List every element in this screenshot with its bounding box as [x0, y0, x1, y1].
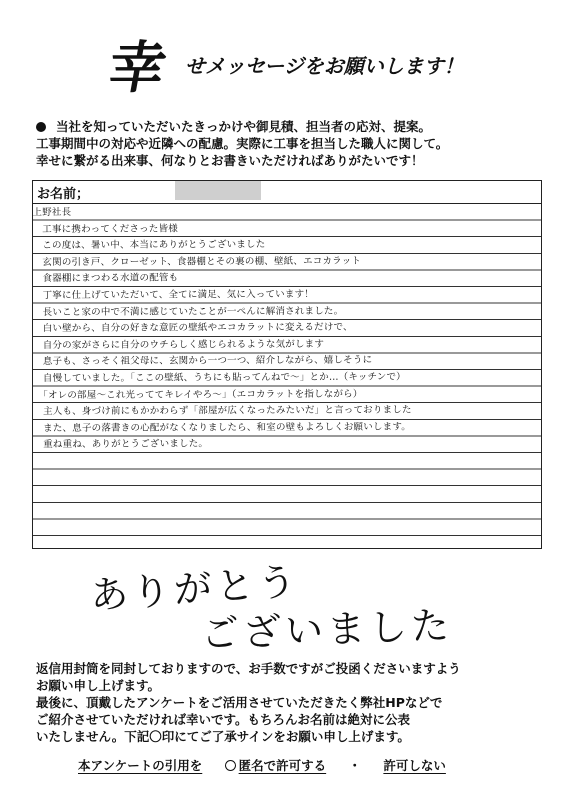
- handwritten-line: 白い壁から、自分の好きな意匠の壁紙やエコカラットに変えるだけで、: [32, 321, 353, 335]
- footer-line: お願い申し上げます。: [36, 678, 161, 693]
- selected-circle-icon: [225, 760, 236, 771]
- consent-option-decline[interactable]: 許可しない: [383, 758, 446, 773]
- handwritten-line: 長いこと家の中で不満に感じていたことが一ぺんに解消されました。: [32, 305, 344, 318]
- header-tagline: せメッセージをお願いします！: [185, 54, 464, 78]
- handwritten-line: 工事に携わってくださった皆様: [32, 223, 178, 235]
- handwritten-line: 自慢していました。「ここの壁紙、うちにも貼ってんねで～」とか…（キッチンで）: [33, 371, 406, 385]
- consent-lead: 本アンケートの引用を: [78, 758, 203, 773]
- intro-line: 当社を知っていただいたきっかけや御見積、担当者の応対、提案。: [36, 118, 556, 135]
- handwritten-line: 上野社長: [32, 206, 72, 219]
- header-big-kanji: 幸: [103, 35, 174, 101]
- handwritten-line: 主人も、身づけ前にもかかわらず「部屋が広くなったみたいだ」と言っておりました: [33, 404, 412, 418]
- consent-separator: ・: [348, 758, 362, 773]
- consent-row: [78, 756, 446, 774]
- thank-you-line: ありがとう: [88, 559, 302, 618]
- page-header: [103, 24, 530, 101]
- name-row: [33, 181, 541, 204]
- handwritten-line: 食器棚にまつわる水道の配管も: [32, 272, 179, 285]
- footer-notice: [36, 660, 556, 745]
- handwritten-line: 丁寧に仕上げていただいて、全てに満足、気に入っています！: [32, 288, 315, 302]
- footer-line: 最後に、頂戴したアンケートをご活用させていただきたく弊社HPなどで: [36, 695, 443, 710]
- handwritten-line: この度は、暑い中、本当にありがとうございました: [32, 239, 266, 252]
- handwritten-line: 「オレの部屋～これ光っててキレイやろ～」（エコカラットを指しながら）: [33, 388, 363, 401]
- handwritten-line: また、息子の落書きの心配がなくなりましたら、和室の壁もよろしくお願いします。: [33, 421, 412, 434]
- name-label: お名前；: [37, 187, 90, 202]
- footer-line: 返信用封筒を同封しておりますので、お手数ですがご投函くださいますよう: [36, 661, 461, 676]
- handwritten-line: 重ね重ね、ありがとうございました。: [33, 438, 209, 451]
- footer-line: いたしません。下記〇印にてご了承サインをお願い申し上げます。: [36, 729, 410, 744]
- handwritten-line: 自分の家がさらに自分のウチらしく感じられるような気がします: [33, 338, 325, 351]
- footer-line: ご紹介させていただければ幸いです。もちろんお名前は絶対に公表: [36, 712, 411, 727]
- handwritten-message: [32, 203, 541, 454]
- name-redaction: [175, 181, 261, 200]
- intro-line: 幸せに繋がる出来事、何なりとお書きいただければありがたいです！: [36, 153, 424, 168]
- intro-line: 工事期間中の対応や近隣への配慮。実際に工事を担当した職人に関して。: [36, 136, 449, 151]
- consent-option-anonymous[interactable]: 匿名で許可する: [225, 758, 327, 773]
- handwritten-line: 玄関の引き戸、クローゼット、食器棚とその裏の棚、壁紙、エコカラット: [32, 255, 362, 268]
- handwritten-line: 息子も、さっそく祖父母に、玄関から一つ一つ、紹介しながら、嬉しそうに: [33, 354, 373, 368]
- intro-instructions: [36, 118, 556, 169]
- thank-you-calligraphy: [80, 559, 540, 656]
- bullet-icon: [36, 122, 46, 132]
- thank-you-line: ございました: [200, 603, 454, 656]
- message-form: [32, 180, 542, 549]
